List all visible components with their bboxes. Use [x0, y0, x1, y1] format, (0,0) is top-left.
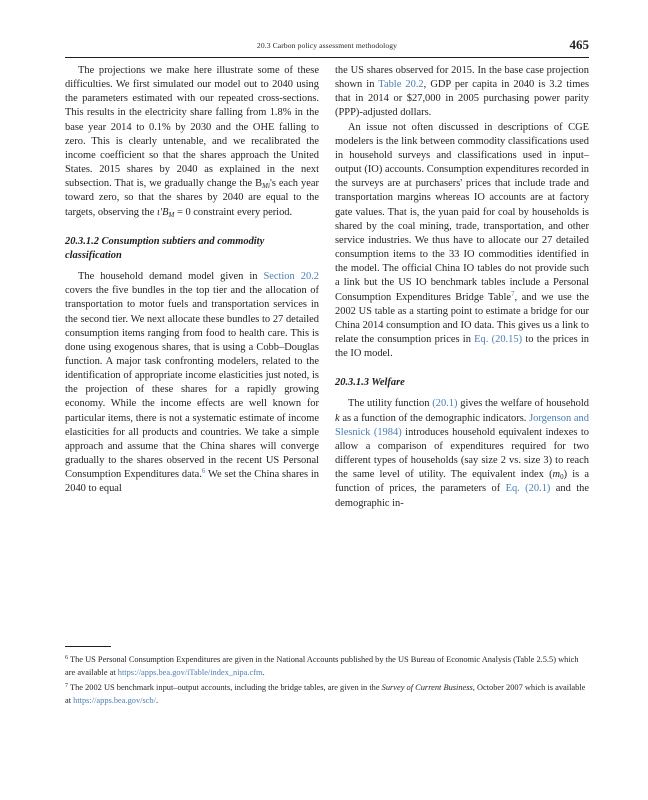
citation-link[interactable]: Jorgenson and Slesnick (1984) [335, 412, 589, 438]
footnote-6: $^6$ The US Personal Consumption Expenditures are given in the National Accounts published by the US Bureau of Economic Analysis (Table 2.5.5) which are available at https://apps.bea.gov/iTable/index_nipa.cfm. [65, 655, 579, 677]
right-paragraph-1: the US shares observed for 2015. In the base case projection shown in Table 20.2, GDP per capita in 2040 is 3.2 times that in 2014 or $27,000 in 2005 purchasing power parity (PPP)-adjusted dollars. [335, 65, 590, 119]
right-paragraph-3: The utility function (20.1) gives the welfare of household k as a function of the demographic indicators. Jorgenson and Slesnick (1984) introduces household equivalent indexes to allow a comparison of expenditures required for two different types of households (say size 2 vs. size 3) to reach the same level of utility. The equivalent index $(m_0)$ is a function of prices, the parameters of Eq. (20.1) and the demographic in- [335, 398, 590, 509]
footnotes [65, 653, 589, 709]
section-heading-20-3-1-3: 20.3.1.3 Welfare [335, 377, 405, 389]
footnote-7: $^7$ The 2002 US benchmark input–output accounts, including the bridge tables, are given in the Survey of Current Business, October 2007 which is available at https://apps.bea.gov/scb/. [65, 683, 586, 705]
page-header [65, 37, 589, 55]
footnote-rule [65, 646, 111, 647]
table-link[interactable]: Table 20.2 [378, 79, 424, 91]
right-paragraph-2: An issue not often discussed in descriptions of CGE modelers is the link between commodity classifications used in household surveys and classifications used in input–output (IO) accounts. Consumption expenditures recorded in the surveys are at purchasers' prices that include trade and transportation margins whereas IO accounts are at factory gate values. That is, the yuan paid for coal by households is shared by the coal mining, trade, transportation, and other service industries. We thus have to allocate our 27 detailed consumption items to the 33 IO commodities identified in the model. The official China IO tables do not provide such a link but the US IO benchmark tables include a Personal Consumption Expenditures Bridge Table$^7$, and we use the 2002 US table as a starting point to estimate a bridge for our China 2014 consumption and IO data. This gives us a link to relate the consumption prices in Eq. (20.15) to the prices in the IO model. [335, 121, 590, 360]
page-number: 465 [569, 37, 589, 52]
section-heading-20-3-1-2: 20.3.1.2 Consumption subtiers and commodity classification [65, 235, 265, 261]
left-paragraph-1: The projections we make here illustrate some of these difficulties. We first simulated our model out to 2040 using the parameters estimated with our repeated cross-sections. This results in the electricity share falling from 1.8% in the base year 2014 to 0.1% by 2030 and the OHE falling to zero. This is clearly untenable, and we recalibrated the income coefficient so that the shares approach the United States. 2015 shares by 2040 as explained in the next subsection. That is, we gradually change the $B_{Mi}'s$ each year toward zero, so that the shares by 2040 are equal to the targets, observing the $\iota'B_M = 0$ constraint every period. [65, 65, 319, 219]
running-head: 20.3 Carbon policy assessment methodology [256, 41, 398, 50]
equation-link-20-1[interactable]: (20.1) [432, 398, 458, 410]
left-column [65, 64, 319, 497]
equation-link[interactable]: Eq. (20.15) [474, 333, 523, 345]
footnote-6-url[interactable]: https://apps.bea.gov/iTable/index_nipa.cfm [117, 668, 263, 677]
equation-link-20-1-b[interactable]: Eq. (20.1) [505, 483, 551, 495]
footnote-ref-6[interactable]: 6 [201, 467, 206, 476]
right-column [335, 64, 589, 511]
footnote-ref-7[interactable]: 7 [511, 289, 515, 298]
left-paragraph-2: The household demand model given in Section 20.2 covers the five bundles in the top tier and the allocation of transportation to motor fuels and transportation services in the second tier. We next allocate these bundles to 27 detailed consumption items ranging from food to health care. This is done using exogenous shares, that is using a Cobb–Douglas function. A major task confronting modelers, related to the identification of appropriate income elasticities just noted, is the projection of these shares for a rapidly growing economy. While the income effects are well known for particular items, there is not a systematic estimate of income elasticities for all products and countries. We take a simple approach and assume that the China shares will converge gradually to the shares observed in the recent US Personal Consumption Expenditures data.$^6$ We set the China shares in 2040 to equal [65, 271, 319, 495]
section-link[interactable]: Section 20.2 [263, 271, 319, 283]
footnote-7-url[interactable]: https://apps.bea.gov/scb/ [73, 696, 156, 705]
header-rule [65, 57, 589, 58]
